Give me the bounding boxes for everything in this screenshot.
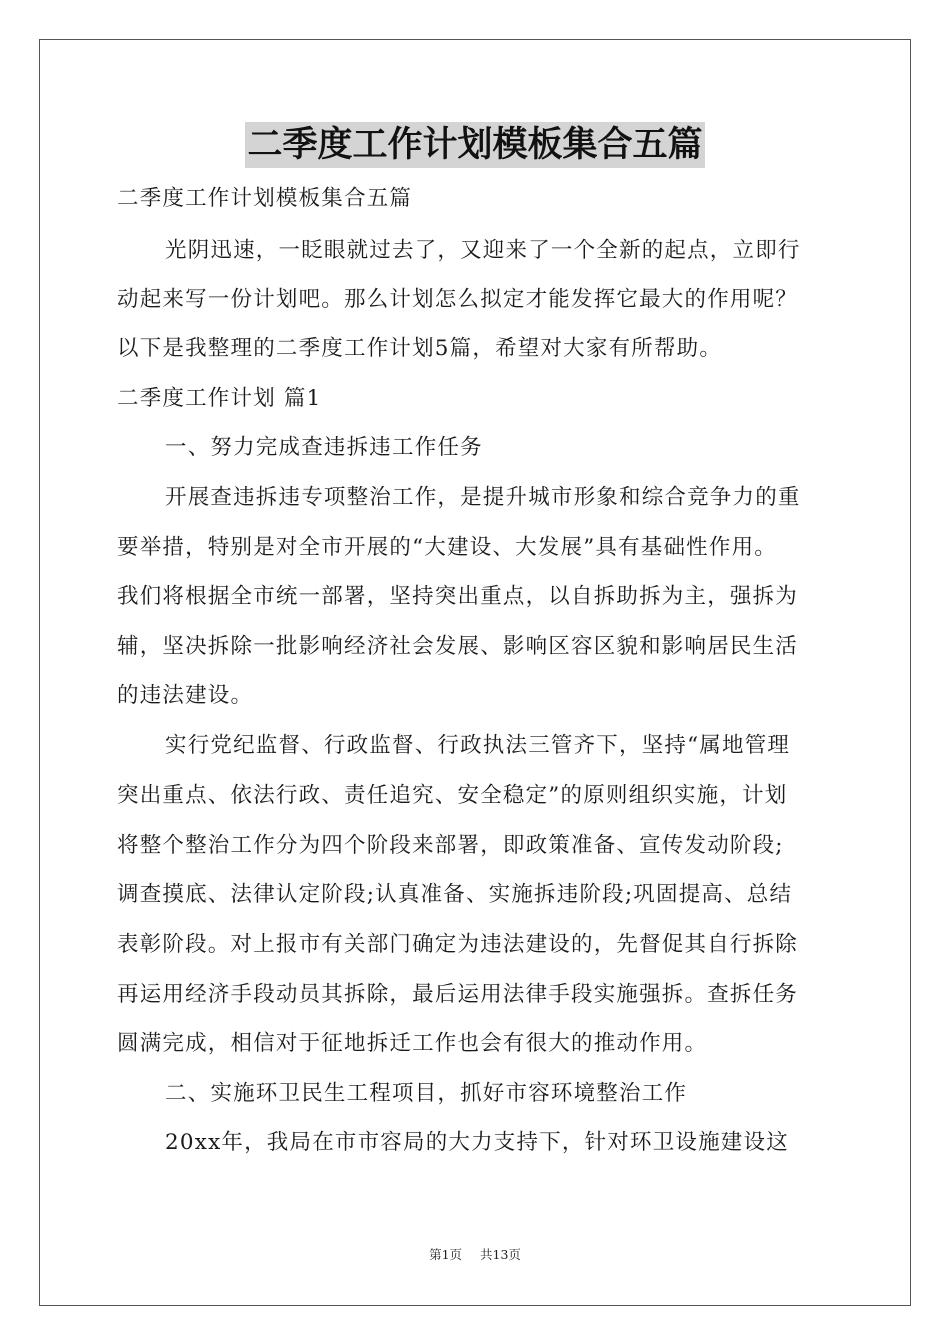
paragraph-line: 将整个整治工作分为四个阶段来部署，即政策准备、宣传发动阶段;: [117, 833, 784, 858]
paragraph-line: 我们将根据全市统一部署，坚持突出重点，以自拆助拆为主，强拆为: [117, 584, 799, 609]
section-heading: 二季度工作计划 篇1: [117, 386, 322, 411]
paragraph-line: 再运用经济手段动员其拆除，最后运用法律手段实施强拆。查拆任务: [117, 982, 799, 1007]
paragraph-line: 以下是我整理的二季度工作计划5篇，希望对大家有所帮助。: [117, 336, 723, 361]
paragraph-line: 动起来写一份计划吧。那么计划怎么拟定才能发挥它最大的作用呢？: [117, 287, 799, 312]
paragraph-line: 表彰阶段。对上报市有关部门确定为违法建设的，先督促其自行拆除: [117, 932, 799, 957]
paragraph-line: 调查摸底、法律认定阶段;认真准备、实施拆违阶段;巩固提高、总结: [117, 882, 793, 907]
document-subtitle: 二季度工作计划模板集合五篇: [117, 186, 413, 211]
paragraph-line: 20xx年，我局在市市容局的大力支持下，针对环卫设施建设这: [165, 1130, 789, 1155]
paragraph-line: 开展查违拆违专项整治工作，是提升城市形象和综合竞争力的重: [165, 485, 801, 510]
paragraph-line: 实行党纪监督、行政监督、行政执法三管齐下，坚持“属地管理: [165, 733, 791, 758]
document-title: 二季度工作计划模板集合五篇: [245, 122, 704, 168]
page-border: [39, 39, 911, 1306]
paragraph-line: 突出重点、依法行政、责任追究、安全稳定”的原则组织实施，计划: [117, 783, 788, 808]
title-container: [0, 122, 950, 168]
subsection-heading: 二、实施环卫民生工程项目，抓好市容环境整治工作: [165, 1081, 688, 1106]
paragraph-line: 要举措，特别是对全市开展的“大建设、大发展”具有基础性作用。: [117, 535, 777, 560]
page-number: 第1页: [429, 1247, 463, 1262]
page-total: 共13页: [480, 1247, 521, 1262]
paragraph-line: 圆满完成，相信对于征地拆迁工作也会有很大的推动作用。: [117, 1031, 708, 1056]
paragraph-line: 光阴迅速，一眨眼就过去了，又迎来了一个全新的起点，立即行: [165, 238, 801, 263]
page-footer: [0, 1246, 950, 1264]
paragraph-line: 辅，坚决拆除一批影响经济社会发展、影响区容区貌和影响居民生活: [117, 634, 799, 659]
paragraph-line: 的违法建设。: [117, 683, 254, 708]
subsection-heading: 一、努力完成查违拆违工作任务: [165, 435, 483, 460]
